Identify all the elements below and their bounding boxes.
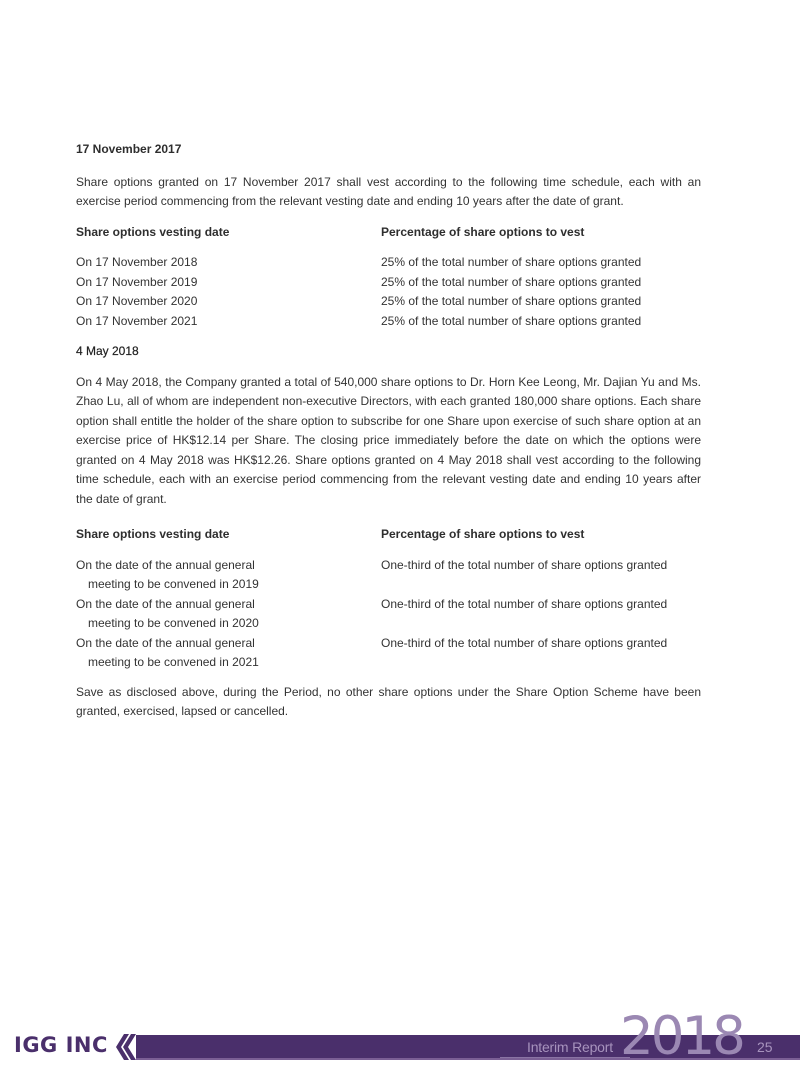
vesting-date: On 17 November 2018: [76, 255, 198, 269]
vesting-date-line1: On the date of the annual general: [76, 635, 255, 650]
table-row: [76, 312, 701, 332]
vesting-percentage: 25% of the total number of share options granted: [381, 313, 642, 328]
table1-header: [76, 223, 701, 243]
vesting-date: On 17 November 2019: [76, 274, 198, 289]
footer-divider: [500, 1057, 630, 1058]
vesting-date-line1: On the date of the annual general: [76, 596, 255, 611]
vesting-date-line2: meeting to be convened in 2020: [88, 616, 259, 630]
table2-header: [76, 525, 701, 545]
document-body: [76, 140, 701, 722]
vesting-date: [76, 556, 381, 595]
section-heading-4-may-2018: 4 May 2018: [76, 344, 139, 358]
vesting-percentage: One-third of the total number of share options granted: [381, 557, 668, 572]
table-row: [76, 595, 701, 634]
page-number: 25: [757, 1039, 773, 1055]
table1-body: [76, 253, 701, 331]
table1-header-percentage: Percentage of share options to vest: [381, 224, 585, 239]
section2-paragraph: On 4 May 2018, the Company granted a total of 540,000 share options to Dr. Horn Kee Leong, Mr. Dajian Yu and Ms. Zhao Lu, all of whom are independent non-executive Directors, with each granted 180,000 share options. Each share option shall entitle the holder of the share option to subscribe for one Share upon exercise of such share option at an exercise price of HK$12.14 per Share. The closing price immediately before the date on which the options were granted on 4 May 2018 was HK$12.26. Share options granted on 4 May 2018 shall vest according to the following time schedule, each with an exercise period commencing from the relevant vesting date and ending 10 years after the date of grant.: [76, 374, 701, 506]
report-label: Interim Report: [527, 1039, 613, 1055]
table2-header-date: Share options vesting date: [76, 527, 230, 541]
vesting-date: On 17 November 2020: [76, 294, 198, 308]
table-row: [76, 253, 701, 273]
table-row: [76, 292, 701, 312]
vesting-percentage: 25% of the total number of share options granted: [381, 274, 642, 289]
section-heading-17-november-2017: 17 November 2017: [76, 142, 182, 156]
section1-paragraph: Share options granted on 17 November 2017 shall vest according to the following time schedule, each with an exercise period commencing from the relevant vesting date and ending 10 years after the date of grant.: [76, 174, 701, 208]
table-row: [76, 556, 701, 595]
table1-header-date: Share options vesting date: [76, 224, 230, 239]
vesting-date-line1: On the date of the annual general: [76, 557, 255, 572]
page-footer: [0, 1006, 800, 1070]
company-logo: IGG INC: [14, 1033, 108, 1057]
closing-paragraph: Save as disclosed above, during the Period, no other share options under the Share Option Scheme have been granted, exercised, lapsed or cancelled.: [76, 684, 701, 718]
table2-header-percentage: Percentage of share options to vest: [381, 527, 585, 541]
vesting-date: On 17 November 2021: [76, 313, 198, 328]
table2-body: [76, 556, 701, 673]
table-row: [76, 273, 701, 293]
vesting-date-line2: meeting to be convened in 2021: [88, 655, 259, 669]
vesting-date: [76, 634, 381, 673]
vesting-percentage: One-third of the total number of share options granted: [381, 635, 668, 650]
vesting-percentage: 25% of the total number of share options granted: [381, 294, 642, 308]
vesting-percentage: 25% of the total number of share options granted: [381, 255, 642, 269]
double-chevron-left-icon: [116, 1034, 138, 1060]
vesting-date: [76, 595, 381, 634]
vesting-date-line2: meeting to be convened in 2019: [88, 577, 259, 591]
table-row: [76, 634, 701, 673]
vesting-percentage: One-third of the total number of share options granted: [381, 596, 668, 611]
report-year: 2018: [620, 1006, 743, 1067]
